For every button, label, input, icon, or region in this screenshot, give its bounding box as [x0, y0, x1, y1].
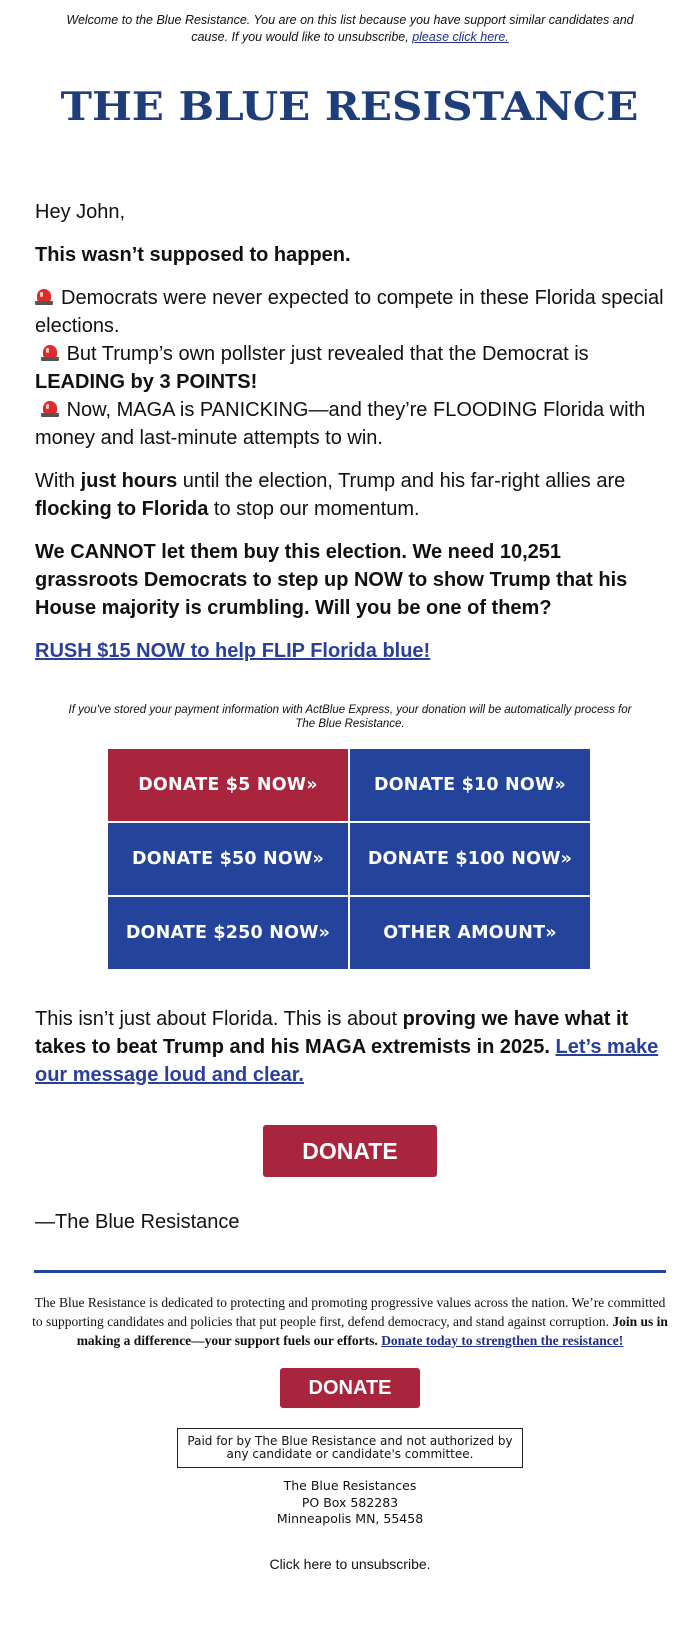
mailing-address: [0, 1478, 700, 1528]
other-amount-button[interactable]: OTHER AMOUNT»: [350, 897, 590, 969]
address-city: Minneapolis MN, 55458: [276, 1511, 424, 1526]
donate-50-button[interactable]: DONATE $50 NOW»: [108, 823, 348, 895]
greeting: Hey John,: [35, 201, 126, 223]
footer-divider: [34, 1270, 666, 1273]
footer-mission-text: The Blue Resistance is dedicated to protecting and promoting progressive values across the nation. We’re committed to supporting candidates and policies that put people first, defend democracy, and stand against corruption. Join us in making a difference—your support fuels our efforts. Donate today to strengthen the resistance!: [32, 1295, 668, 1348]
message-body: [0, 198, 700, 665]
headline: This wasn’t supposed to happen.: [35, 244, 351, 266]
alert-line-1: Democrats were never expected to compete in these Florida special elections.: [35, 287, 664, 337]
closing-body: [0, 1005, 700, 1089]
donate-10-button[interactable]: DONATE $10 NOW»: [350, 749, 590, 821]
hours-paragraph: With just hours until the election, Trump and his far-right allies are flocking to Florida to stop our momentum.: [35, 470, 626, 520]
donate-button-grid: [108, 749, 592, 969]
address-name: The Blue Resistances: [283, 1478, 417, 1493]
ask-paragraph: We CANNOT let them buy this election. We need 10,251 grassroots Democrats to step up NOW to show Trump that his House majority is crumbling. Will you be one of them?: [35, 541, 628, 619]
top-unsubscribe-link[interactable]: please click here.: [412, 30, 509, 44]
footer-unsubscribe-link[interactable]: Click here to unsubscribe.: [269, 1555, 431, 1572]
paid-for-disclaimer: Paid for by The Blue Resistance and not authorized by any candidate or candidate's committee.: [177, 1428, 523, 1468]
closing-paragraph: This isn’t just about Florida. This is about proving we have what it takes to beat Trump and his MAGA extremists in 2025. Let’s make our message loud and clear.: [35, 1008, 659, 1086]
signoff: —The Blue Resistance: [35, 1211, 240, 1233]
rush-donate-link[interactable]: RUSH $15 NOW to help FLIP Florida blue!: [35, 640, 431, 662]
donate-100-button[interactable]: DONATE $100 NOW»: [350, 823, 590, 895]
footer-donate-link[interactable]: Donate today to strengthen the resistance!: [381, 1333, 624, 1348]
rush-paragraph: [35, 637, 665, 665]
siren-icon: [41, 399, 59, 417]
welcome-note: [0, 0, 700, 46]
donate-5-button[interactable]: DONATE $5 NOW»: [108, 749, 348, 821]
footer-donate-button[interactable]: DONATE: [280, 1368, 420, 1408]
siren-icon: [41, 343, 59, 361]
logo-text: THE BLUE RESISTANCE: [61, 84, 639, 130]
loud-and-clear-link[interactable]: Let’s make our message loud and clear.: [35, 1036, 659, 1086]
actblue-express-note: If you've stored your payment information with ActBlue Express, your donation will be automatically process for The Blue Resistance.: [68, 704, 632, 730]
welcome-note-text: Welcome to the Blue Resistance. You are on this list because you have support similar candidates and cause. If you would like to unsubscribe,: [66, 13, 634, 44]
donate-250-button[interactable]: DONATE $250 NOW»: [108, 897, 348, 969]
alert-line-3: Now, MAGA is PANICKING—and they’re FLOODING Florida with money and last-minute attempts to win.: [35, 399, 646, 449]
address-po-box: PO Box 582283: [301, 1494, 399, 1510]
alerts-paragraph: [35, 284, 665, 452]
logo: [0, 84, 700, 128]
siren-icon: [35, 287, 53, 305]
alert-line-2: But Trump’s own pollster just revealed that the Democrat is LEADING by 3 POINTS!: [35, 343, 589, 393]
donate-button[interactable]: DONATE: [263, 1125, 437, 1177]
